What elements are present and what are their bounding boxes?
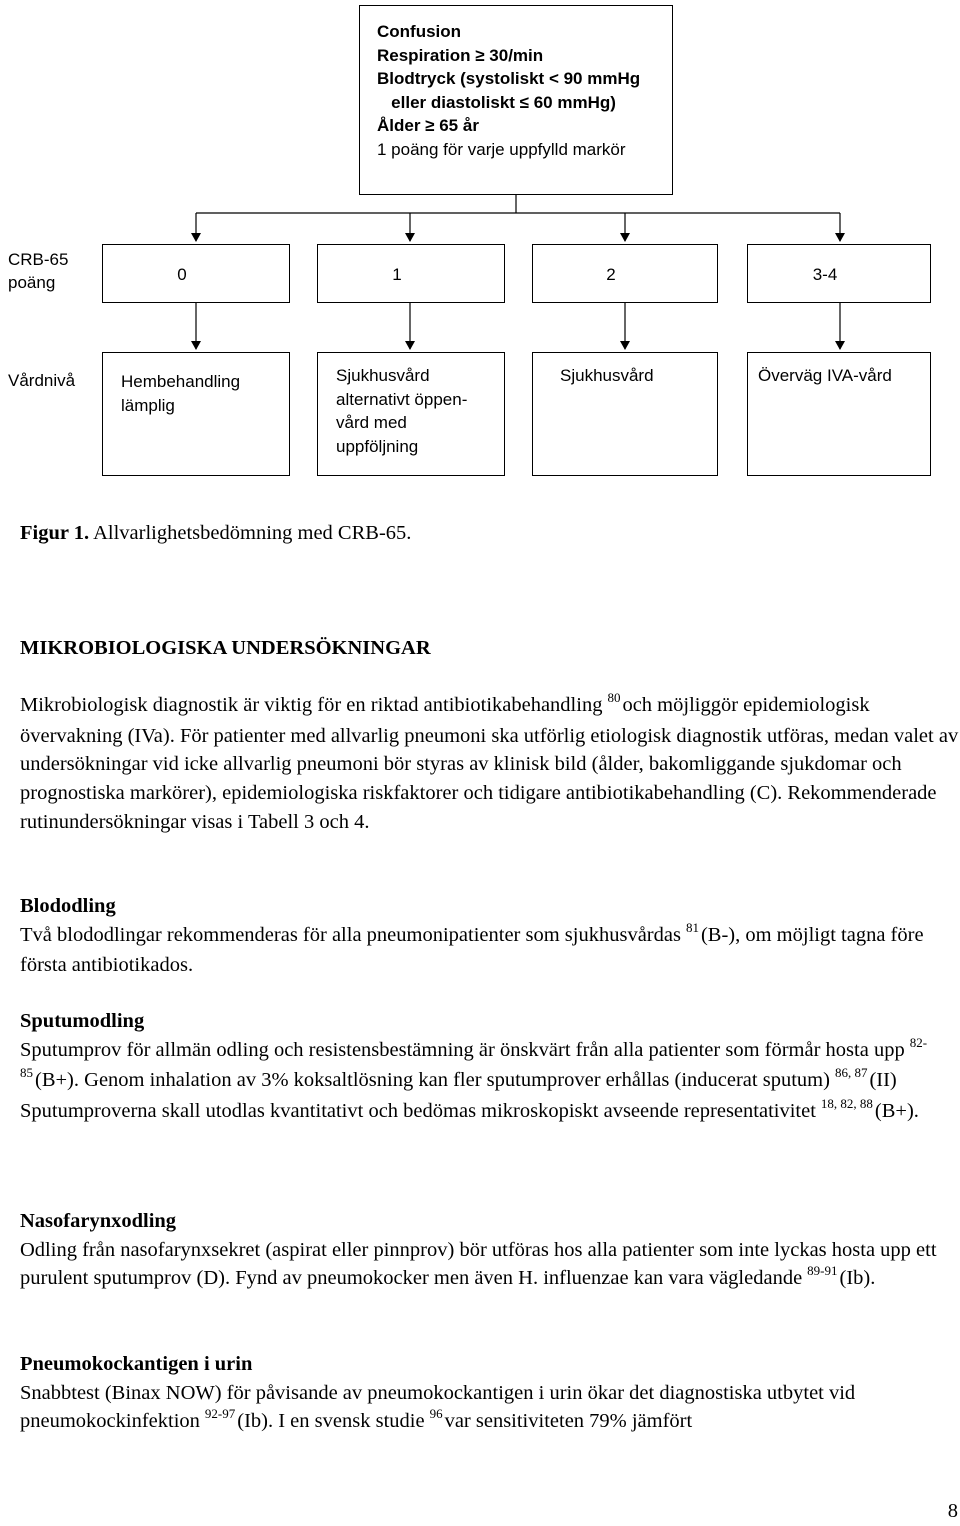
figure-label: Figur 1.	[20, 522, 90, 544]
score-value: 2	[606, 265, 616, 284]
criteria-line: Confusion	[377, 22, 462, 41]
care-box-1: Sjukhusvård alternativt öppen- vård med uppföljning	[317, 352, 505, 476]
reference-sup: 96	[429, 1406, 443, 1422]
score-box-2	[532, 244, 718, 303]
criteria-box	[359, 5, 673, 195]
page-number: 8	[947, 1500, 958, 1522]
section-heading: Pneumokockantigen i urin	[20, 1353, 253, 1375]
reference-sup: 80	[607, 690, 621, 705]
section-title: MIKROBIOLOGISKA UNDERSÖKNINGAR	[20, 637, 431, 659]
figure-caption-text: Allvarlighetsbedömning med CRB-65.	[93, 522, 412, 544]
reference-sup: 82-85	[20, 1034, 928, 1081]
section-blododling: Blododling Två blododlingar rekommenderas för alla pneumonipatienter som sjukhusvårdas $^{81}$(B-), om möjligt tagna före första antibiotikados.	[20, 892, 960, 980]
section-nasofarynxodling: Nasofarynxodling Odling från nasofarynxsekret (aspirat eller pinnprov) bör utföras hos alla patienter som inte lyckas hosta upp ett purulent sputumprov (D). Fynd av pneumokocker men även H. influenzae kan vara vägledande $^{89-91}$(Ib).	[20, 1207, 960, 1295]
section-heading: Sputumodling	[20, 1010, 145, 1032]
score-box-1	[317, 244, 505, 303]
reference-sup: 86, 87	[834, 1065, 868, 1081]
section-heading: Blododling	[20, 895, 116, 917]
score-value: 3-4	[812, 265, 838, 284]
section-pneumokockantigen: Pneumokockantigen i urin Snabbtest (Binax NOW) för påvisande av pneumokockantigen i urin ökar det diagnostiska utbytet vid pneumokockinfektion $^{92-97}$(Ib). I en svensk studie $^{96}$var sensitiviteten 79% jämfört	[20, 1350, 960, 1438]
care-box-3-4: Överväg IVA-vård	[747, 352, 931, 476]
score-row-label: CRB-65 poäng	[8, 250, 69, 292]
care-box-2: Sjukhusvård	[532, 352, 718, 476]
score-value: 1	[392, 265, 402, 284]
reference-sup: 92-97	[204, 1406, 236, 1422]
figure-caption	[20, 519, 411, 547]
reference-sup: 81	[685, 919, 699, 935]
criteria-line: eller diastoliskt ≤ 60 mmHg)	[377, 92, 616, 112]
reference-sup: 18, 82, 88	[820, 1096, 873, 1112]
section-sputumodling: Sputumodling Sputumprov för allmän odling och resistensbestämning är önskvärt från alla patienter som förmår hosta upp $^{82-85}$(B+). Genom inhalation av 3% koksaltlösning kan fler sputumprover erhållas (inducerat sputum) $^{86, 87}$(II) Sputumproverna skall utodlas kvantitativt och bedömas mikroskopiskt avseende representativitet $^{18, 82, 88}$(B+).	[20, 1007, 960, 1128]
score-box-0	[102, 244, 290, 303]
care-row-label: Vårdnivå	[8, 371, 76, 390]
criteria-line: Respiration ≥ 30/min	[377, 45, 544, 65]
criteria-line: Ålder ≥ 65 år	[377, 116, 479, 135]
intro-paragraph: Mikrobiologisk diagnostik är viktig för en riktad antibiotikabehandling $^{80}$och möjliggör epidemiologisk övervakning (IVa). För patienter med allvarlig pneumoni ska utförlig etiologisk diagnostik utföras, medan valet av undersökningar vid icke allvarlig pneumoni bör styras av klinisk bild (ålder, bakomliggande sjukdomar och prognostiska markörer), epidemiologiska riskfaktorer och tidigare antibiotikabehandling (C). Rekommenderade rutinundersökningar visas i Tabell 3 och 4.	[20, 690, 959, 833]
score-box-3-4	[747, 244, 931, 303]
criteria-line: 1 poäng för varje uppfylld markör	[377, 139, 626, 159]
care-box-0: Hembehandling lämplig	[102, 352, 290, 476]
criteria-line: Blodtryck (systoliskt < 90 mmHg	[377, 69, 641, 88]
score-value: 0	[177, 265, 187, 284]
section-heading: Nasofarynxodling	[20, 1210, 177, 1232]
crb65-flowchart	[0, 0, 960, 500]
reference-sup: 89-91	[807, 1263, 838, 1279]
